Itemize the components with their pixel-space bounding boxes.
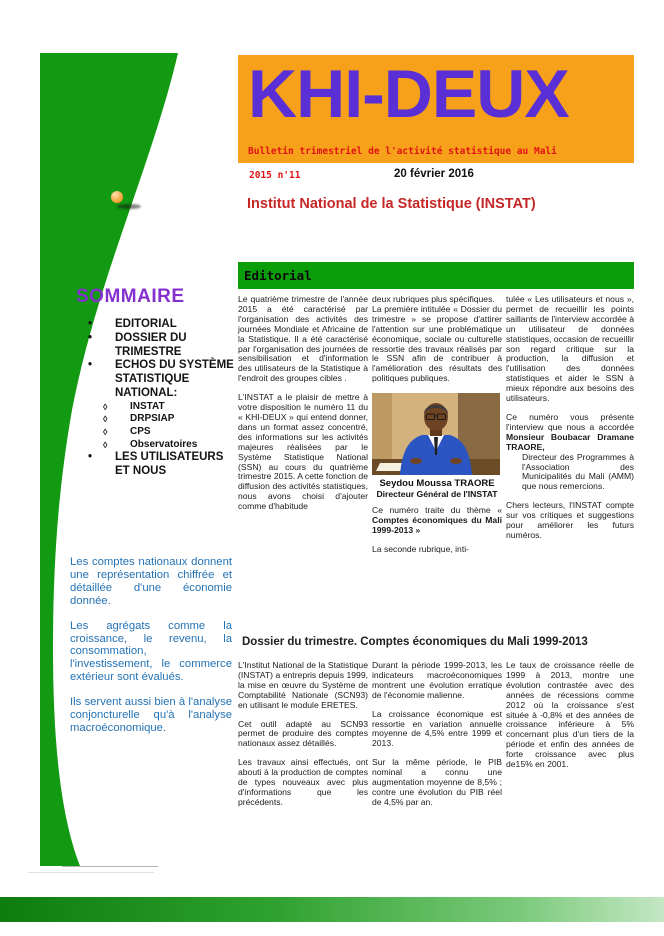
editorial-heading: Editorial: [244, 268, 312, 283]
editorial-paragraph: deux rubriques plus spécifiques.: [372, 294, 495, 304]
toc-item-cps: [84, 426, 234, 439]
dossier-paragraph: Les travaux ainsi effectués, ont abouti à la production de comptes de types nouveaux avec plus d'informations que les précédents.: [238, 757, 368, 807]
divider-line: [62, 866, 158, 867]
institution-name: Institut National de la Statistique (INSTAT): [247, 196, 536, 212]
toc-label: LES UTILISATEURS ET NOUS: [115, 451, 224, 477]
issue-number: 2015 n'11: [249, 170, 301, 181]
editorial-paragraph: Chers lecteurs, l'INSTAT compte sur vos critiques et suggestions pour améliorer les futurs numéros.: [506, 500, 634, 540]
editorial-paragraph: [372, 506, 502, 536]
dossier-paragraph: Sur la même période, le PIB nominal a connu une augmentation moyenne de 8,5% ; contre une évolution du PIB réel de 4,5% par an.: [372, 757, 502, 807]
interviewee-title: Directeur des Programmes à l'Association des Municipalités du Mali (AMM) que nous remercions.: [522, 451, 634, 492]
editorial-paragraph: La première intitulée « Dossier du trimestre » se propose d'attirer l'attention sur une problématique économique, sociale ou culturelle ressortie des travaux réalisés par le SSN afin de contribuer à l'amélioration des résultats des politiques publiques.: [372, 303, 502, 384]
newsletter-title: KHI-DEUX: [248, 56, 569, 132]
toc-item-instat: [84, 401, 234, 414]
sidebar-note: Les comptes nationaux donnent une représentation chiffrée et détaillée d'une économie donnée.: [70, 556, 232, 607]
divider-line: [28, 872, 154, 873]
sidebar-note: Ils servent aussi bien à l'analyse conjoncturelle qu'à l'analyse macroéconomique.: [70, 696, 232, 734]
diamond-bullet-icon: ◊: [103, 401, 108, 412]
diamond-bullet-icon: ◊: [103, 439, 108, 450]
masthead-band: [238, 55, 634, 163]
toc-item-editorial: [84, 318, 234, 332]
toc-label: ECHOS DU SYSTÈME STATISTIQUE NATIONAL:: [115, 359, 234, 399]
editorial-column-2: [372, 295, 502, 564]
bullet-icon: •: [88, 318, 93, 330]
dossier-column-2: [372, 661, 502, 817]
toc-label: INSTAT: [130, 400, 165, 412]
toc-label: CPS: [130, 425, 151, 437]
bullet-icon: •: [88, 451, 93, 464]
toc-label: DRPSIAP: [130, 413, 175, 425]
theme-intro: Ce numéro traite du thème «: [372, 505, 502, 516]
bullet-icon: •: [88, 359, 93, 372]
sidebar-notes: [70, 556, 232, 747]
editorial-paragraph: [506, 413, 634, 453]
bottom-accent-band: [0, 897, 664, 922]
toc-item-utilisateurs: [84, 451, 234, 479]
editorial-paragraph: Le quatrième trimestre de l'année 2015 a été caractérisé par l'organisation des activités des journées Mondiale et Africaine de la Statistique. Il a été caractérisé par l'organisation des journées de sensibilisation et d'information des utilisateurs de la Statistique à l'endroit des groupes cibles .: [238, 294, 368, 384]
sidebar-note: Les agrégats comme la croissance, le revenu, la consommation, l'investissement, le commerce extérieur sont évalués.: [70, 619, 232, 684]
ball-shadow: [117, 204, 141, 209]
photo-caption-name: Seydou Moussa TRAORE: [379, 478, 495, 490]
toc-label: EDITORIAL: [115, 318, 177, 330]
diamond-bullet-icon: ◊: [103, 426, 108, 437]
dossier-paragraph: L'Institut National de la Statistique (INSTAT) a entrepris depuis 1999, la mise en œuvre du Système de Comptabilité Nationale (SCN93) en utilisant le module ERETES.: [238, 660, 368, 710]
dossier-section-heading: Dossier du trimestre. Comptes économiques du Mali 1999-2013: [242, 636, 588, 648]
orange-ball-icon: [111, 191, 123, 203]
editorial-paragraph: L'INSTAT a le plaisir de mettre à votre disposition le numéro 11 du « KHI-DEUX » qui entend donner, dans un format assez concentré, des informations sur les activités majeures réalisées par le Système Statistique National (SSN) au cours du quatrième trimestre 2015. A cette fonction de diffusion des activités statistiques, nous avons choisi d'ajouter comme d'habitude: [238, 392, 368, 512]
theme-title: Comptes économiques du Mali 1999-2013 »: [372, 515, 502, 535]
toc-item-observatoires: [84, 439, 234, 452]
newsletter-subtitle: Bulletin trimestriel de l'activité statistique au Mali: [248, 146, 557, 157]
dossier-column-3: [506, 661, 634, 779]
dossier-paragraph: La croissance économique est ressortie en variation annuelle moyenne de 4,5% entre 1999 et 2013.: [372, 708, 502, 749]
toc-label: Observatoires: [130, 438, 198, 450]
interviewee-name: Monsieur Boubacar Dramane TRAORE,: [506, 431, 634, 452]
photo-caption-title: Directeur Général de l'INSTAT: [376, 489, 498, 500]
bullet-icon: •: [88, 331, 93, 344]
diamond-bullet-icon: ◊: [103, 414, 108, 425]
editorial-column-3: [506, 295, 634, 550]
toc-item-drpsiap: [84, 413, 234, 426]
dossier-paragraph: Le taux de croissance réelle de 1999 à 2013, montre une évolution contrastée avec des années de récessions comme 2012 où la croissance s'est située à -0,8% et des années de croissance inférieure à 5% concernant plus d'un tiers de la période et enfin des années de forte croissance avec plus de15% en 2001.: [506, 660, 634, 770]
dossier-paragraph: Durant la période 1999-2013, les indicateurs macroéconomiques montrent une évolution erratique de l'économie malienne.: [372, 660, 502, 700]
table-of-contents: [84, 318, 234, 479]
dossier-paragraph: Cet outil adapté au SCN93 permet de produire des comptes nationaux assez détaillés.: [238, 718, 368, 749]
toc-item-dossier: [84, 332, 234, 360]
director-photo: [372, 393, 500, 475]
dossier-column-1: [238, 661, 368, 817]
interview-intro: Ce numéro vous présente l'interview que nous a accordée: [506, 411, 634, 432]
editorial-section-header: [238, 262, 634, 289]
sommaire-heading: SOMMAIRE: [76, 286, 185, 307]
editorial-paragraph: La seconde rubrique, inti-: [372, 543, 469, 554]
editorial-column-1: [238, 295, 368, 521]
editorial-paragraph: tulée « Les utilisateurs et nous », permet de recueillir les points saillants de l'interview accordée à un utilisateur de données statistiques, occasion de recueillir son regard critique sur la production, la diffusion et l'utilisation des données statistiques et aider le SSN à mieux répondre aux besoins des utilisateurs.: [506, 294, 635, 404]
issue-date: 20 février 2016: [394, 168, 474, 180]
toc-label: DOSSIER DU TRIMESTRE: [115, 331, 187, 358]
toc-item-echos: [84, 359, 234, 400]
